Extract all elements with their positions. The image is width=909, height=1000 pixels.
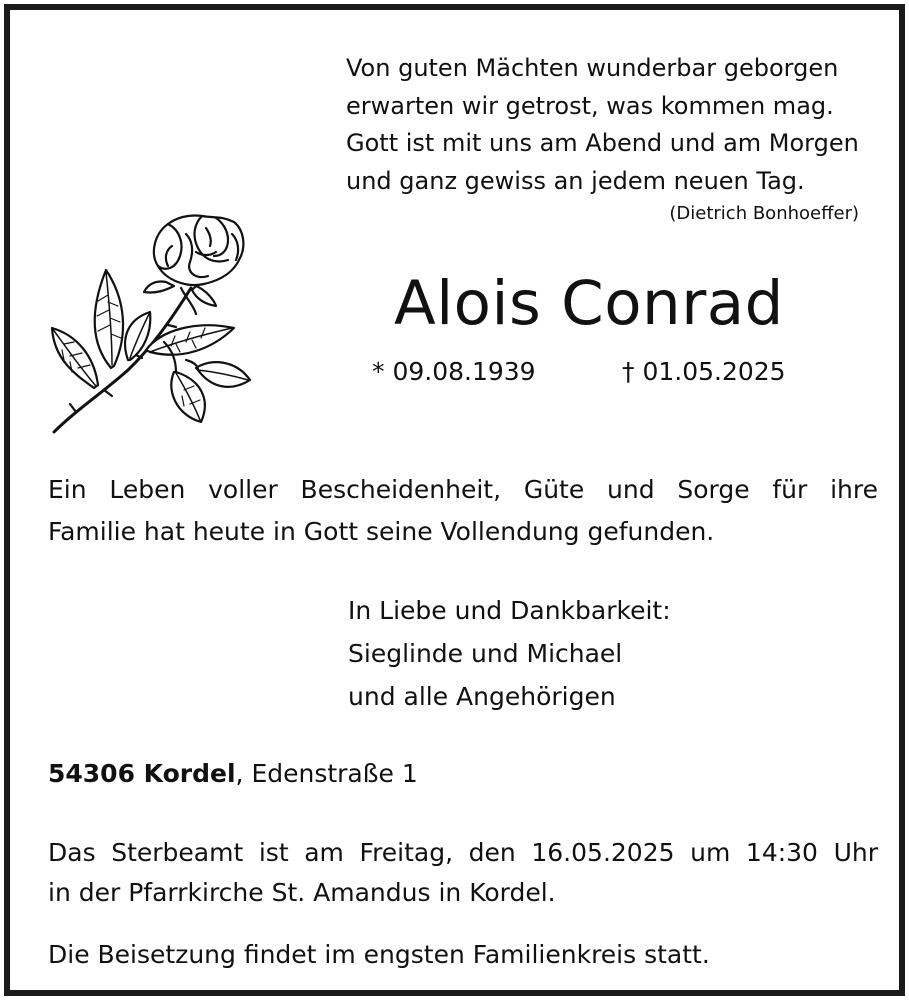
obituary-frame (4, 4, 905, 996)
quote-author: (Dietrich Bonhoeffer) (669, 203, 859, 224)
deceased-name: Alois Conrad (394, 268, 784, 339)
address (48, 759, 418, 788)
bonhoeffer-quote (346, 50, 876, 200)
quote-line: Von guten Mächten wunderbar geborgen (346, 54, 839, 82)
funeral-service-info (48, 833, 878, 913)
service-line: Das Sterbeamt ist am Freitag, den 16.05.2025 um 14:30 Uhr (48, 838, 878, 867)
rose-icon (46, 210, 256, 440)
death-date: † 01.05.2025 (622, 357, 786, 386)
family-signature (348, 589, 671, 718)
address-postal-city: 54306 Kordel (48, 759, 236, 788)
address-street: , Edenstraße 1 (235, 759, 418, 788)
quote-line: Gott ist mit uns am Abend und am Morgen (346, 129, 859, 157)
family-line: Sieglinde und Michael (348, 639, 623, 668)
family-line: In Liebe und Dankbarkeit: (348, 596, 671, 625)
quote-line: erwarten wir getrost, was kommen mag. (346, 91, 834, 120)
intro-paragraph (48, 469, 878, 553)
intro-line: Familie hat heute in Gott seine Vollendung gefunden. (48, 517, 715, 546)
quote-line: und ganz gewiss an jedem neuen Tag. (346, 166, 805, 195)
intro-line: Ein Leben voller Bescheidenheit, Güte und Sorge für ihre (48, 475, 878, 504)
family-line: und alle Angehörigen (348, 682, 616, 711)
service-line: in der Pfarrkirche St. Amandus in Kordel. (48, 878, 556, 907)
burial-note: Die Beisetzung findet im engsten Familienkreis statt. (48, 940, 710, 969)
birth-date: * 09.08.1939 (372, 357, 536, 386)
